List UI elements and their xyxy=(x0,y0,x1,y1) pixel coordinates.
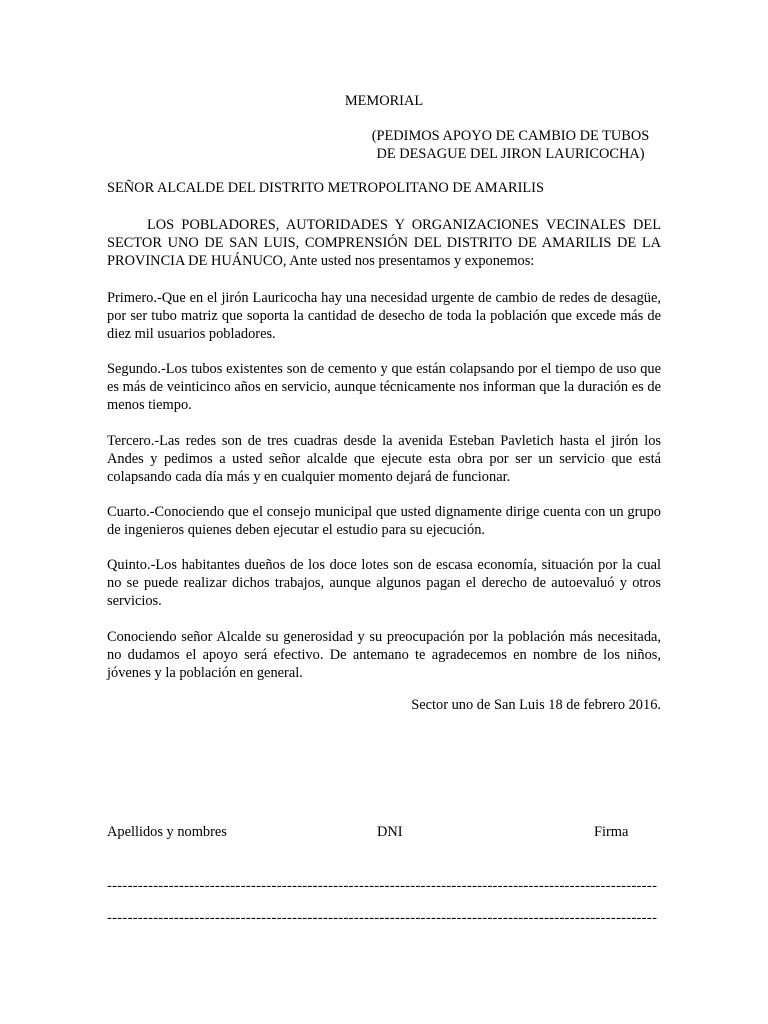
paragraph-tercero: Tercero.-Las redes son de tres cuadras desde la avenida Esteban Pavletich hasta el jirón los Andes y pedimos a usted señor alcalde que ejecute esta obra por ser un servicio que está colapsando cada día más y en cualquier momento dejará de funcionar. xyxy=(107,433,661,485)
signature-table-header xyxy=(107,823,661,841)
addressee: SEÑOR ALCALDE DEL DISTRITO METROPOLITANO DE AMARILIS xyxy=(107,180,544,196)
document-subtitle xyxy=(360,127,661,163)
paragraph-segundo: Segundo.-Los tubos existentes son de cemento y que están colapsando por el tiempo de uso que es más de veinticinco años en servicio, aunque técnicamente nos informan que la duración es de menos tiempo. xyxy=(107,361,661,413)
subtitle-line-2: DE DESAGUE DEL JIRON LAURICOCHA) xyxy=(376,146,645,162)
subtitle-line-1: (PEDIMOS APOYO DE CAMBIO DE TUBOS xyxy=(371,128,650,144)
header-names: Apellidos y nombres xyxy=(107,824,227,840)
intro-paragraph: LOS POBLADORES, AUTORIDADES Y ORGANIZACIONES VECINALES DEL SECTOR UNO DE SAN LUIS, COMPRENSIÓN DEL DISTRITO DE AMARILIS DE LA PROVINCIA DE HUÁNUCO, Ante usted nos presentamos y exponemos: xyxy=(107,217,661,269)
signature-line-1: ----------------------------------------------------------------------------------------------------------- xyxy=(107,878,658,894)
paragraph-closing: Conociendo señor Alcalde su generosidad y su preocupación por la población más necesitada, no dudamos el apoyo será efectivo. De antemano te agradecemos en nombre de los niños, jóvenes y la población en general. xyxy=(107,629,661,681)
paragraph-primero: Primero.-Que en el jirón Lauricocha hay una necesidad urgente de cambio de redes de desagüe, por ser tubo matriz que soporta la cantidad de desecho de toda la población que excede más de diez mil usuarios pobladores. xyxy=(107,290,661,342)
signature-line-2: ----------------------------------------------------------------------------------------------------------- xyxy=(107,910,658,926)
header-signature: Firma xyxy=(594,824,629,840)
header-dni: DNI xyxy=(377,824,403,840)
paragraph-cuarto: Cuarto.-Conociendo que el consejo municipal que usted dignamente dirige cuenta con un grupo de ingenieros quienes deben ejecutar el estudio para su ejecución. xyxy=(107,504,661,538)
date-line: Sector uno de San Luis 18 de febrero 2016. xyxy=(411,697,661,713)
paragraph-quinto: Quinto.-Los habitantes dueños de los doce lotes son de escasa economía, situación por la cual no se puede realizar dichos trabajos, aunque algunos pagan el derecho de autoevaluó y otros servicios. xyxy=(107,557,661,609)
document-title: MEMORIAL xyxy=(344,93,424,109)
